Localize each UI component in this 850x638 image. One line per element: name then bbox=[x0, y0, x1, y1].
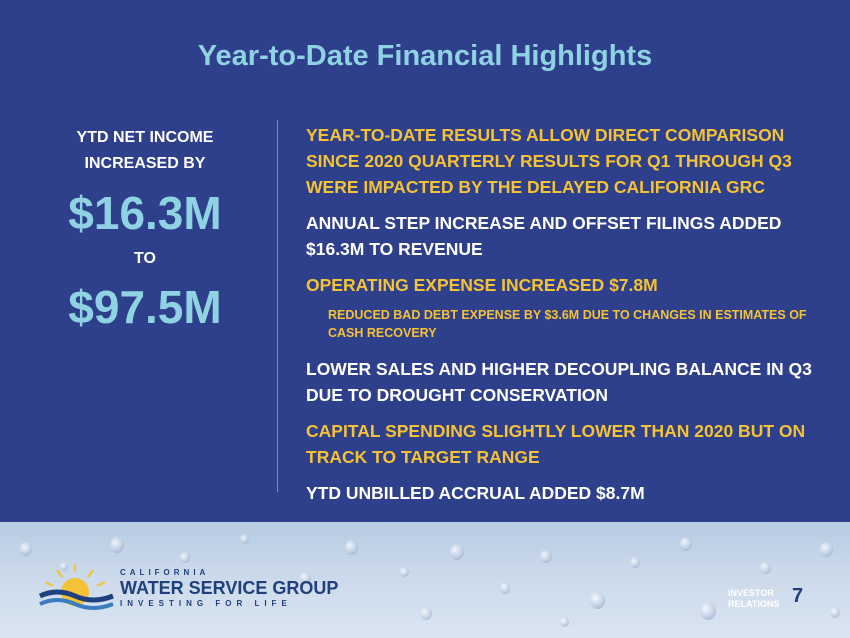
net-income-label-1: YTD NET INCOME bbox=[76, 129, 214, 146]
net-income-panel bbox=[40, 125, 250, 337]
ir-line-1: INVESTOR bbox=[728, 588, 774, 598]
bullet-capital-spending: CAPITAL SPENDING SLIGHTLY LOWER THAN 2020 BUT ON TRACK TO TARGET RANGE bbox=[306, 421, 806, 467]
to-label: TO bbox=[134, 250, 156, 267]
sub-bullet-bad-debt: REDUCED BAD DEBT EXPENSE BY $3.6M DUE TO CHANGES IN ESTIMATES OF CASH RECOVERY bbox=[328, 308, 807, 340]
vertical-divider bbox=[277, 120, 278, 492]
bullet-unbilled-accrual: YTD UNBILLED ACCRUAL ADDED $8.7M bbox=[306, 483, 645, 503]
company-logo-text bbox=[120, 568, 338, 608]
bullet-step-increase: ANNUAL STEP INCREASE AND OFFSET FILINGS ADDED $16.3M TO REVENUE bbox=[306, 213, 782, 259]
logo-state: CALIFORNIA bbox=[120, 568, 210, 577]
increase-amount: $16.3M bbox=[68, 187, 222, 239]
highlights-list bbox=[306, 122, 826, 516]
net-income-amount: $97.5M bbox=[68, 281, 222, 333]
bullet-operating-expense: OPERATING EXPENSE INCREASED $7.8M bbox=[306, 275, 658, 295]
company-logo-icon bbox=[35, 562, 115, 617]
ir-line-2: RELATIONS bbox=[728, 599, 780, 609]
bullet-ytd-comparison: YEAR-TO-DATE RESULTS ALLOW DIRECT COMPARISON SINCE 2020 QUARTERLY RESULTS FOR Q1 THROUGH Q3 WERE IMPACTED BY THE DELAYED CALIFORNIA GRC bbox=[306, 125, 792, 197]
logo-tagline: INVESTING FOR LIFE bbox=[120, 599, 292, 608]
bullet-lower-sales: LOWER SALES AND HIGHER DECOUPLING BALANCE IN Q3 DUE TO DROUGHT CONSERVATION bbox=[306, 359, 812, 405]
net-income-label-2: INCREASED BY bbox=[84, 155, 206, 172]
page-number: 7 bbox=[792, 585, 804, 607]
logo-name: WATER SERVICE GROUP bbox=[120, 578, 339, 598]
slide-title: Year-to-Date Financial Highlights bbox=[197, 40, 653, 72]
investor-relations-label bbox=[728, 588, 779, 610]
